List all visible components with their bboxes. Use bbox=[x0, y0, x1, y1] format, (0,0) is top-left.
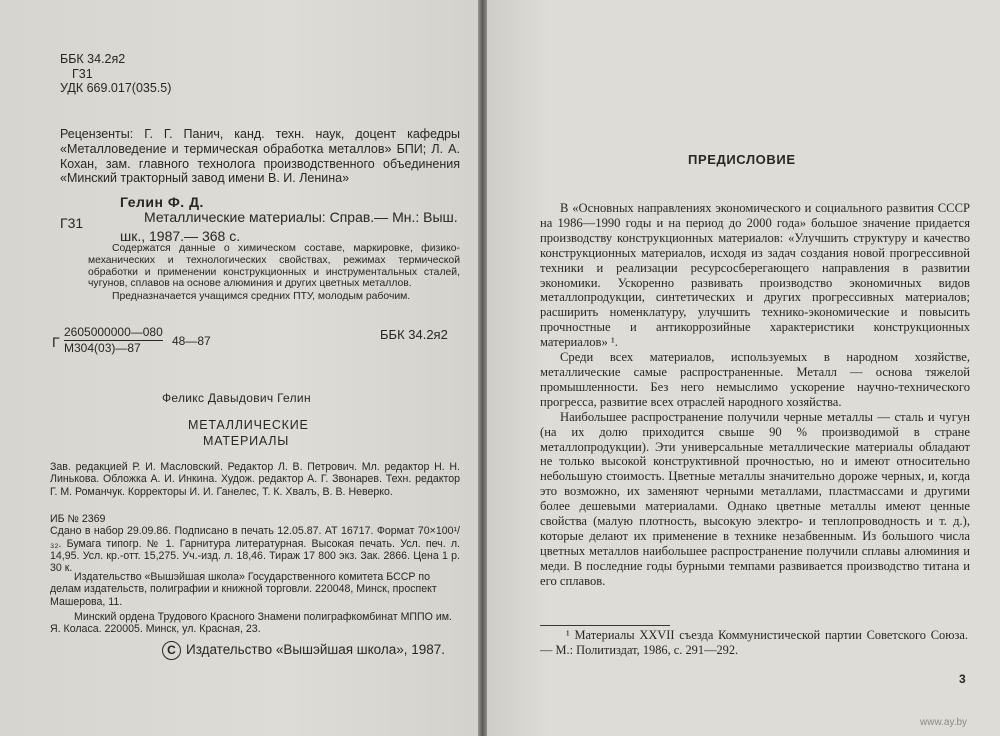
footnote-text: ¹ Материалы XXVII съезда Коммунистической партии Советского Союза.— М.: Политиздат, 1986, с. 291—292. bbox=[540, 628, 968, 657]
copyright-line bbox=[162, 641, 445, 660]
preface-paragraph-2: Среди всех материалов, используемых в народном хозяйстве, металлические самые распространенные. Металл — основа тяжелой промышленности. Без него немыслимо ускорение научно-технического прогресса, развитие всех отраслей народного хозяйства. bbox=[540, 350, 970, 409]
book-title-line1: МЕТАЛЛИЧЕСКИЕ bbox=[188, 418, 309, 432]
preface-title: ПРЕДИСЛОВИЕ bbox=[688, 152, 796, 167]
watermark-text: www.ay.by bbox=[920, 717, 968, 728]
catalog-author-heading: Гелин Ф. Д. bbox=[120, 194, 204, 210]
preface-paragraph-1: В «Основных направлениях экономического и социального развития СССР на 1986—1990 годы и на период до 2000 года» большое значение придается производству конструкционных материалов: «Улучшить структуру и качество конструкционных материалов, исходя из задач создания новой прогрессивной техники и реализации ресурсосберегающего направления в развитии экономики. Ускоренно развивать производство экономичных видов металлопродукции, синтетических и других прогрессивных материалов; расширить номенклатуру, улучшить технико-экономические и повысить прочностные и антикоррозийные характеристики конструкционных материалов» ¹. bbox=[540, 201, 970, 350]
copyright-text: Издательство «Вышэйшая школа», 1987. bbox=[186, 642, 446, 658]
catalog-author-mark: Г31 bbox=[60, 215, 84, 231]
printer-info: Минский ордена Трудового Красного Знамени полиграфкомбинат МППО им. Я. Коласа. 220005. Минск, ул. Красная, 23. bbox=[50, 611, 452, 636]
audience-text: Предназначается учащимся средних ПТУ, молодым рабочим. bbox=[112, 291, 411, 302]
code-numerator: 2605000000—080 bbox=[64, 325, 163, 339]
preface-paragraph-3: Наибольшее распространение получили черные металлы — сталь и чугун (на их долю приходится свыше 90 % производимой в стране металлопродукции). Эти универсальные металлические материалы обладают не только высокой конструктивной прочностью, но и имеют относительно небольшую стоимость. Цветные металлы значительно дороже черных, и, когда это возможно, их заменяют черными металлами, пластмассами и другими более дешевыми материалами. Однако цветные металлы имеют ценные свойства (малую плотность, высокую электро- и теплопроводность и т. д.), которые делают их применение в технике незабвенным. Из большого числа цветных металлов наибольшее распространение получили сплавы алюминия и меди. В последние годы бурными темпами развивается производство титана и его сплавов. bbox=[540, 409, 970, 588]
page-number: 3 bbox=[959, 672, 966, 686]
book-gutter bbox=[478, 0, 487, 736]
book-title-line2: МАТЕРИАЛЫ bbox=[203, 434, 290, 448]
editors-credits: Зав. редакцией Р. И. Масловский. Редактор Л. В. Петрович. Мл. редактор Н. Н. Линькова. Обложка А. И. Инкина. Худож. редактор А. Г. Звонарев. Техн. редактор Г. М. Романчук. Корректоры И. И. Ганелес, Т. К. Хвалъ, В. В. Неверко. bbox=[50, 461, 460, 498]
catalog-entry: Металлические материалы: Справ.— Мн.: Выш. шк., 1987.— 368 с. bbox=[120, 209, 458, 244]
udk-code: УДК 669.017(035.5) bbox=[60, 81, 172, 95]
author-mark: Г31 bbox=[72, 66, 93, 81]
bbk-code-right: ББК 34.2я2 bbox=[380, 327, 448, 342]
imprint-details: ИБ № 2369 Сдано в набор 29.09.86. Подписано в печать 12.05.87. АТ 16717. Формат 70×100¹/₃₂. Бумага типогр. № 1. Гарнитура литературная. Высокая печать. Усл. печ. л. 14,95. Усл. кр.-отт. 15,275. Уч.-изд. л. 18,46. Тираж 17 800 экз. Зак. 2866. Цена 1 р. 30 к. bbox=[50, 513, 460, 575]
code-tail: 48—87 bbox=[172, 334, 211, 348]
author-full-name: Феликс Давыдович Гелин bbox=[162, 391, 311, 405]
left-page bbox=[0, 0, 478, 736]
classification-block bbox=[60, 52, 171, 96]
preface-body bbox=[540, 201, 970, 589]
footnote-divider bbox=[540, 625, 670, 626]
annotation-text: Содержатся данные о химическом составе, маркировке, физико-механических и технологических свойствах, режимах термической обработки и применении конструкционных и инструментальных сталей, чугунов, сплавов на основе алюминия и других цветных металлов. bbox=[88, 243, 460, 290]
code-denominator: М304(03)—87 bbox=[64, 341, 141, 355]
code-letter: Г bbox=[52, 334, 60, 350]
bbk-code: ББК 34.2я2 bbox=[60, 52, 126, 66]
copyright-icon: C bbox=[162, 641, 181, 660]
publisher-info: Издательство «Вышэйшая школа» Государственного комитета БССР по делам издательств, полиграфии и книжной торговли. 220048, Минск, проспект Машерова, 11. bbox=[50, 571, 437, 608]
reviewers-text: Рецензенты: Г. Г. Панич, канд. техн. наук, доцент кафедры «Металловедение и термическая обработка металлов» БПИ; Л. А. Кохан, зам. главного технолога производственного объединения «Минский тракторный завод имени В. И. Ленина» bbox=[60, 127, 460, 186]
